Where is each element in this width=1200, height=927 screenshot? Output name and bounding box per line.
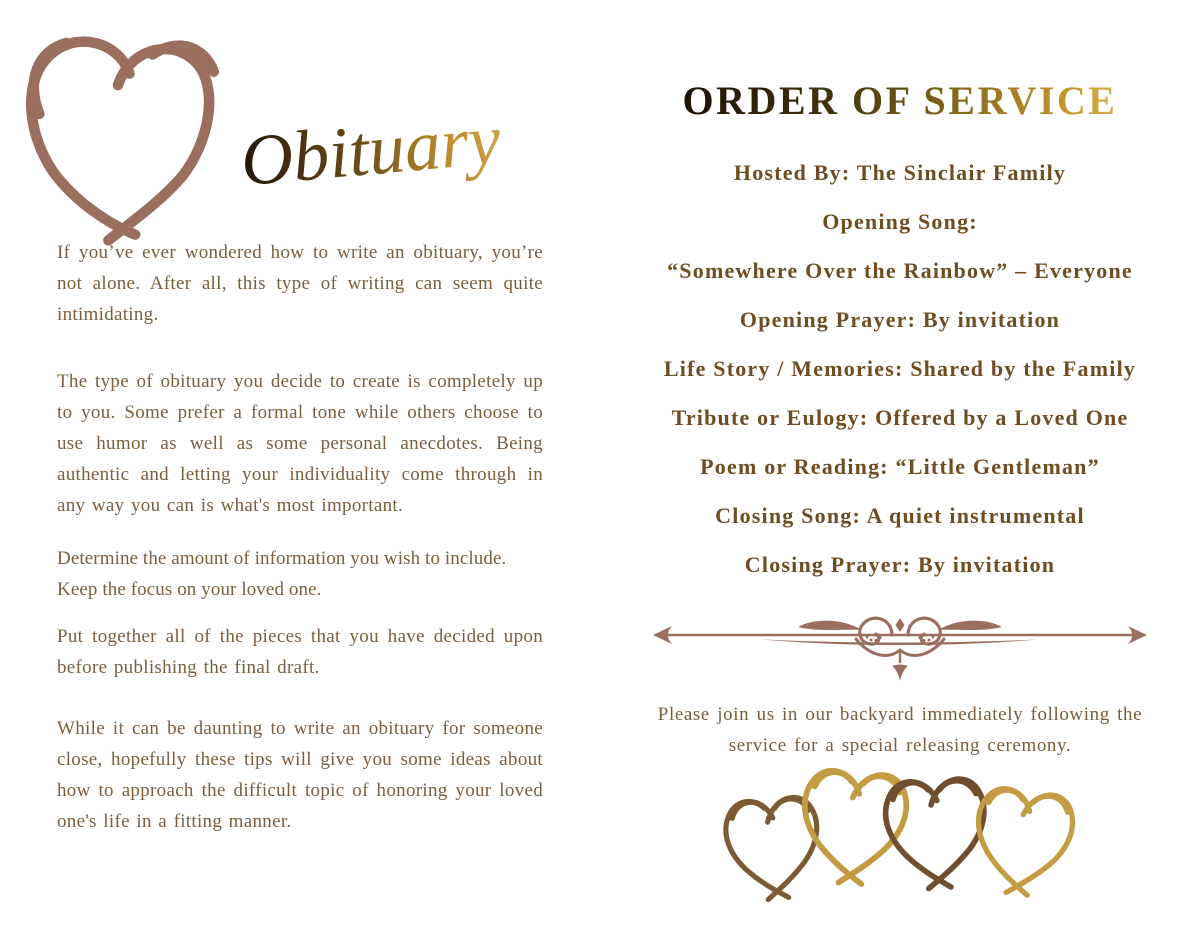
order-of-service-heading (600, 76, 1200, 126)
service-item-opening-song-title: “Somewhere Over the Rainbow” – Everyone (667, 258, 1133, 283)
service-item-poem-reading: Poem or Reading: “Little Gentleman” (700, 454, 1100, 479)
service-item-closing-song: Closing Song: A quiet instrumental (715, 503, 1085, 528)
flourish-divider-icon (650, 605, 1150, 679)
service-item-tribute-eulogy: Tribute or Eulogy: Offered by a Loved One (671, 405, 1129, 430)
hearts-row-icon (710, 756, 1100, 911)
order-of-service-page (600, 0, 1200, 927)
ceremony-note (600, 699, 1200, 761)
ceremony-note-line-1: Please join us in our backyard immediately following the (657, 704, 1143, 725)
service-item-life-story: Life Story / Memories: Shared by the Family (663, 356, 1137, 381)
obituary-script-heading (226, 56, 518, 226)
service-item-opening-prayer: Opening Prayer: By invitation (739, 307, 1061, 332)
service-item-hosted-by: Hosted By: The Sinclair Family (733, 160, 1067, 185)
obituary-paragraph-4: Put together all of the pieces that you have decided upon before publishing the final draft. (57, 626, 543, 678)
obituary-body (57, 237, 543, 837)
obituary-paragraph-1: If you’ve ever wondered how to write an obituary, you’re not alone. After all, this type of writing can seem quite intimidating. (57, 242, 543, 325)
service-item-opening-song: Opening Song: (822, 209, 978, 234)
obituary-paragraph-2: The type of obituary you decide to create is completely up to you. Some prefer a formal tone while others choose to use humor as well as some personal anecdotes. Being authentic and letting your individuality come through in any way you can is what's most important. (57, 371, 543, 516)
obituary-paragraph-5: While it can be daunting to write an obituary for someone close, hopefully these tips will give you some ideas about how to approach the difficult topic of honoring your loved one's life in a fitting manner. (57, 718, 543, 832)
obituary-paragraph-3: Determine the amount of information you wish to include. Keep the focus on your loved one. (57, 548, 507, 600)
service-list (600, 148, 1200, 589)
heart-doodle-icon (4, 18, 230, 248)
heart-gold-icon (951, 770, 1097, 911)
obituary-script-text: Obituary (237, 98, 504, 202)
service-item-closing-prayer: Closing Prayer: By invitation (744, 552, 1056, 577)
ceremony-note-line-2: service for a special releasing ceremony. (728, 735, 1072, 756)
order-of-service-title-text: ORDER OF SERVICE (682, 78, 1118, 123)
